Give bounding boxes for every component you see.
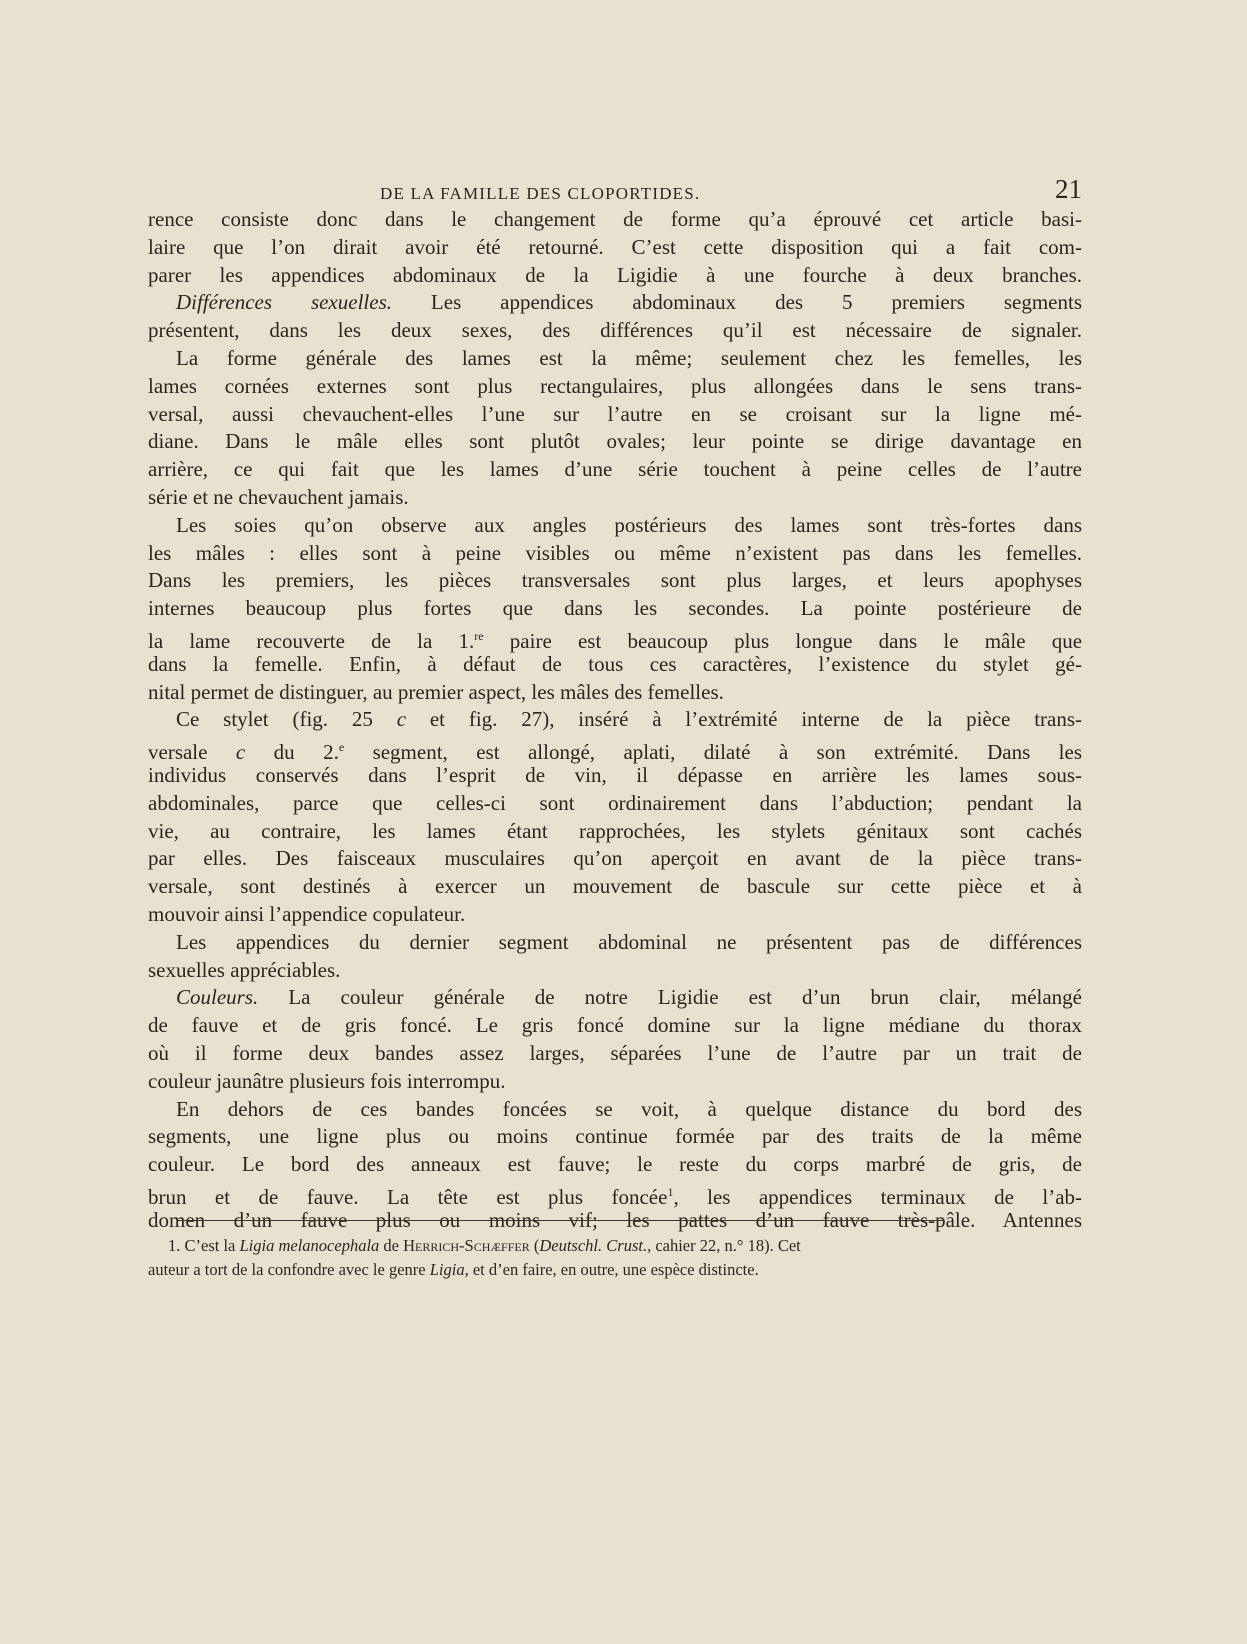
text-line: sexuelles appréciables. — [148, 957, 341, 982]
text-line: diane. Dans le mâle elles sont plutôt ovales; leur pointe se dirige davantage en — [148, 429, 1082, 454]
running-title: DE LA FAMILLE DES CLOPORTIDES. — [380, 184, 701, 203]
text-line: dans la femelle. Enfin, à défaut de tous ces caractères, l’existence du stylet gé- — [148, 651, 1082, 676]
text-line: la lame recouverte de la 1.$^{re}$ paire est beaucoup plus longue dans le mâle que — [148, 628, 1083, 653]
text-line: vie, au contraire, les lames étant rapprochées, les stylets génitaux sont cachés — [148, 818, 1082, 843]
footnote-rule — [178, 1220, 944, 1221]
text-line: Couleurs. La couleur générale de notre Ligidie est d’un brun clair, mélangé — [176, 985, 1083, 1010]
text-line: arrière, ce qui fait que les lames d’une série touchent à peine celles de l’autre — [148, 457, 1082, 482]
text-line: Les appendices du dernier segment abdominal ne présentent pas de différences — [176, 929, 1082, 954]
footnote-line: 1. C’est la Ligia melanocephala de Herrich-Schæffer (Deutschl. Crust., cahier 22, n.° 18). Cet — [168, 1236, 801, 1255]
text-line: versale c du 2.$^e$ segment, est allongé, aplati, dilaté à son extrémité. Dans les — [148, 740, 1083, 765]
text-line: individus conservés dans l’esprit de vin, il dépasse en arrière les lames sous- — [148, 762, 1082, 787]
text-line: internes beaucoup plus fortes que dans les secondes. La pointe postérieure de — [148, 596, 1082, 621]
text-line: de fauve et de gris foncé. Le gris foncé domine sur la ligne médiane du thorax — [148, 1013, 1082, 1038]
section-heading-couleurs: Couleurs. — [176, 985, 259, 1010]
text-line: par elles. Des faisceaux musculaires qu’on aperçoit en avant de la pièce trans- — [148, 846, 1082, 871]
text-line: les mâles : elles sont à peine visibles ou même n’existent pas dans les femelles. — [148, 540, 1082, 565]
text-line: Les soies qu’on observe aux angles postérieurs des lames sont très-fortes dans — [176, 512, 1082, 537]
text-line: lames cornées externes sont plus rectangulaires, plus allongées dans le sens trans- — [148, 373, 1082, 398]
text-line: nital permet de distinguer, au premier aspect, les mâles des femelles. — [148, 679, 724, 704]
text-line: parer les appendices abdominaux de la Ligidie à une fourche à deux branches. — [148, 262, 1082, 287]
text-line: série et ne chevauchent jamais. — [148, 484, 409, 509]
body-text — [148, 206, 1082, 1234]
footnote-line: auteur a tort de la confondre avec le genre Ligia, et d’en faire, en outre, une espèce distincte. — [148, 1260, 759, 1279]
text-line: mouvoir ainsi l’appendice copulateur. — [148, 901, 466, 926]
text-line: brun et de fauve. La tête est plus foncée$^1$, les appendices terminaux de l’ab- — [148, 1184, 1083, 1209]
text-line: Dans les premiers, les pièces transversales sont plus larges, et leurs apophyses — [148, 568, 1082, 593]
section-heading-differences: Différences sexuelles. — [176, 290, 392, 315]
text-line: laire que l’on dirait avoir été retourné. C’est cette disposition qui a fait com- — [148, 234, 1082, 259]
page-number: 21 — [1055, 174, 1082, 204]
text-line: versal, aussi chevauchent-elles l’une sur l’autre en se croisant sur la ligne mé- — [148, 401, 1082, 426]
footnote-ref: 1 — [667, 1184, 674, 1199]
text-line: rence consiste donc dans le changement de forme qu’a éprouvé cet article basi- — [148, 207, 1082, 231]
text-line: Différences sexuelles. Les appendices abdominaux des 5 premiers segments — [176, 290, 1082, 315]
text-line: couleur. Le bord des anneaux est fauve; le reste du corps marbré de gris, de — [148, 1152, 1082, 1177]
text-line: En dehors de ces bandes foncées se voit, à quelque distance du bord des — [176, 1096, 1082, 1121]
text-line: Ce stylet (fig. 25 c et fig. 27), inséré à l’extrémité interne de la pièce trans- — [176, 707, 1083, 732]
text-line: La forme générale des lames est la même; seulement chez les femelles, les — [176, 345, 1082, 370]
text-line: versale, sont destinés à exercer un mouvement de bascule sur cette pièce et à — [148, 874, 1082, 899]
text-line: domen d’un fauve plus ou moins vif; les pattes d’un fauve très-pâle. Antennes — [148, 1207, 1082, 1232]
text-line: où il forme deux bandes assez larges, séparées l’une de l’autre par un trait de — [148, 1040, 1082, 1065]
text-line: abdominales, parce que celles-ci sont ordinairement dans l’abduction; pendant la — [148, 790, 1082, 815]
footnotes — [148, 1234, 1082, 1282]
text-line: couleur jaunâtre plusieurs fois interrompu. — [148, 1068, 506, 1093]
text-line: segments, une ligne plus ou moins continue formée par des traits de la même — [148, 1124, 1082, 1149]
text-line: présentent, dans les deux sexes, des différences qu’il est nécessaire de signaler. — [148, 318, 1082, 343]
